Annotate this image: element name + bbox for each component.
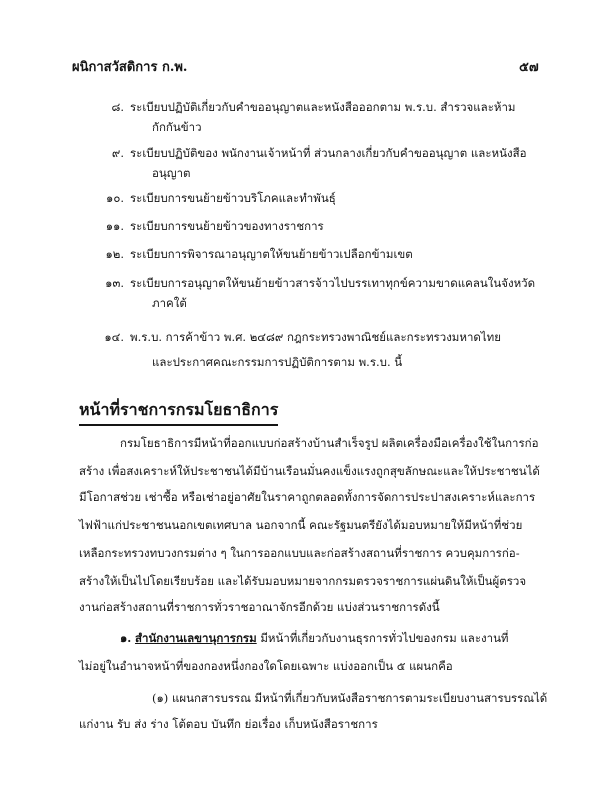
list-item-number: ๑๔. — [104, 330, 124, 344]
list-item-continuation: ภาคใต้ — [152, 296, 187, 310]
subsection-text: มีหน้าที่เกี่ยวกับงานธุรการทั่วไปของกรม และงานที่ — [256, 631, 509, 645]
list-item — [105, 244, 413, 264]
paragraph-line: งานก่อสร้างสถานที่ราชการทั่วราชอาณาจักรอีกด้วย แบ่งส่วนราชการดังนี้ — [79, 600, 440, 614]
list-item-number: ๙. — [111, 146, 124, 160]
paragraph-line: มีโอกาสช่วย เช่าซื้อ หรือเช่าอยู่อาศัยในราคาถูกตลอดทั้งการจัดการประปาสงเคราะห์และการ — [79, 490, 536, 504]
list-item — [105, 216, 324, 236]
list-item-number: ๑๓. — [105, 276, 124, 290]
list-item-text: ระเบียบการอนุญาตให้ขนย้ายข้าวสารจ้าวไปบรรเทาทุกข์ความขาดแคลนในจังหวัด — [130, 276, 536, 290]
section-heading: หน้าที่ราชการกรมโยธาธิการ — [79, 398, 278, 426]
list-item-continuation: กักกันข้าว — [152, 120, 202, 134]
subsection-title: สำนักงานเลขานุการกรม — [134, 631, 257, 645]
list-item-text: ระเบียบปฏิบัติของ พนักงานเจ้าหน้าที่ ส่วนกลางเกี่ยวกับคำขออนุญาต และหนังสือ — [130, 146, 527, 160]
running-header-title: ผนิกาสวัสดิการ ก.พ. — [72, 60, 188, 75]
paragraph-line: กรมโยธาธิการมีหน้าที่ออกแบบก่อสร้างบ้านสำเร็จรูป ผลิตเครื่องมือเครื่องใช้ในการก่อ — [120, 436, 539, 450]
list-item — [105, 273, 536, 293]
subsection-number: ๑. — [120, 631, 132, 645]
subsubsection-line — [152, 688, 547, 708]
subsubsection-text: แผนกสารบรรณ มีหน้าที่เกี่ยวกับหนังสือราชการตามระเบียบงานสารบรรณได้ — [171, 691, 548, 705]
list-item-continuation: อนุญาต — [152, 166, 191, 180]
paragraph-line: ไฟฟ้าแก่ประชาชนนอกเขตเทศบาล นอกจากนี้ คณะรัฐมนตรียังได้มอบหมายให้มีหน้าที่ช่วย — [79, 518, 523, 532]
list-item — [104, 327, 501, 347]
paragraph-line: แก่งาน รับ ส่ง ร่าง โต้ตอบ บันทึก ย่อเรื่อง เก็บหนังสือราชการ — [79, 717, 378, 731]
list-item-number: ๑๒. — [105, 247, 124, 261]
subsection-heading-line — [120, 628, 509, 648]
list-item-text: พ.ร.บ. การค้าข้าว พ.ศ. ๒๔๘๙ กฎกระทรวงพาณิชย์และกระทรวงมหาดไทย — [130, 330, 501, 344]
paragraph-line: สร้าง เพื่อสงเคราะห์ให้ประชาชนได้มีบ้านเรือนมั่นคงแข็งแรงถูกสุขลักษณะและให้ประชาชนได้ — [79, 464, 540, 478]
list-item-continuation: และประกาศคณะกรรมการปฏิบัติการตาม พ.ร.บ. นี้ — [152, 355, 403, 369]
list-item — [111, 143, 527, 163]
subsubsection-number: (๑) — [152, 691, 169, 705]
list-item — [106, 188, 336, 208]
list-item — [111, 97, 516, 117]
list-item-text: ระเบียบปฏิบัติเกี่ยวกับคำขออนุญาตและหนังสือออกตาม พ.ร.บ. สำรวจและห้าม — [130, 100, 516, 114]
list-item-number: ๑๑. — [105, 219, 124, 233]
list-item-text: ระเบียบการขนย้ายข้าวของทางราชการ — [130, 219, 324, 233]
paragraph-line: ไม่อยู่ในอำนาจหน้าที่ของกองหนึ่งกองใดโดยเฉพาะ แบ่งออกเป็น ๕ แผนกคือ — [79, 659, 453, 673]
list-item-text: ระเบียบการพิจารณาอนุญาตให้ขนย้ายข้าวเปลือกข้ามเขต — [130, 247, 413, 261]
list-item-number: ๑๐. — [106, 191, 124, 205]
paragraph-line: สร้างให้เป็นไปโดยเรียบร้อย และได้รับมอบหมายจากกรมตรวจราชการแผ่นดินให้เป็นผู้ตรวจ — [79, 574, 527, 588]
page-number: ๕๗ — [519, 60, 539, 75]
paragraph-line: เหลือกระทรวงทบวงกรมต่าง ๆ ในการออกแบบและก่อสร้างสถานที่ราชการ ควบคุมการก่อ- — [79, 546, 520, 560]
list-item-number: ๘. — [111, 100, 124, 114]
list-item-text: ระเบียบการขนย้ายข้าวบริโภคและทำพันธุ์ — [130, 191, 336, 205]
